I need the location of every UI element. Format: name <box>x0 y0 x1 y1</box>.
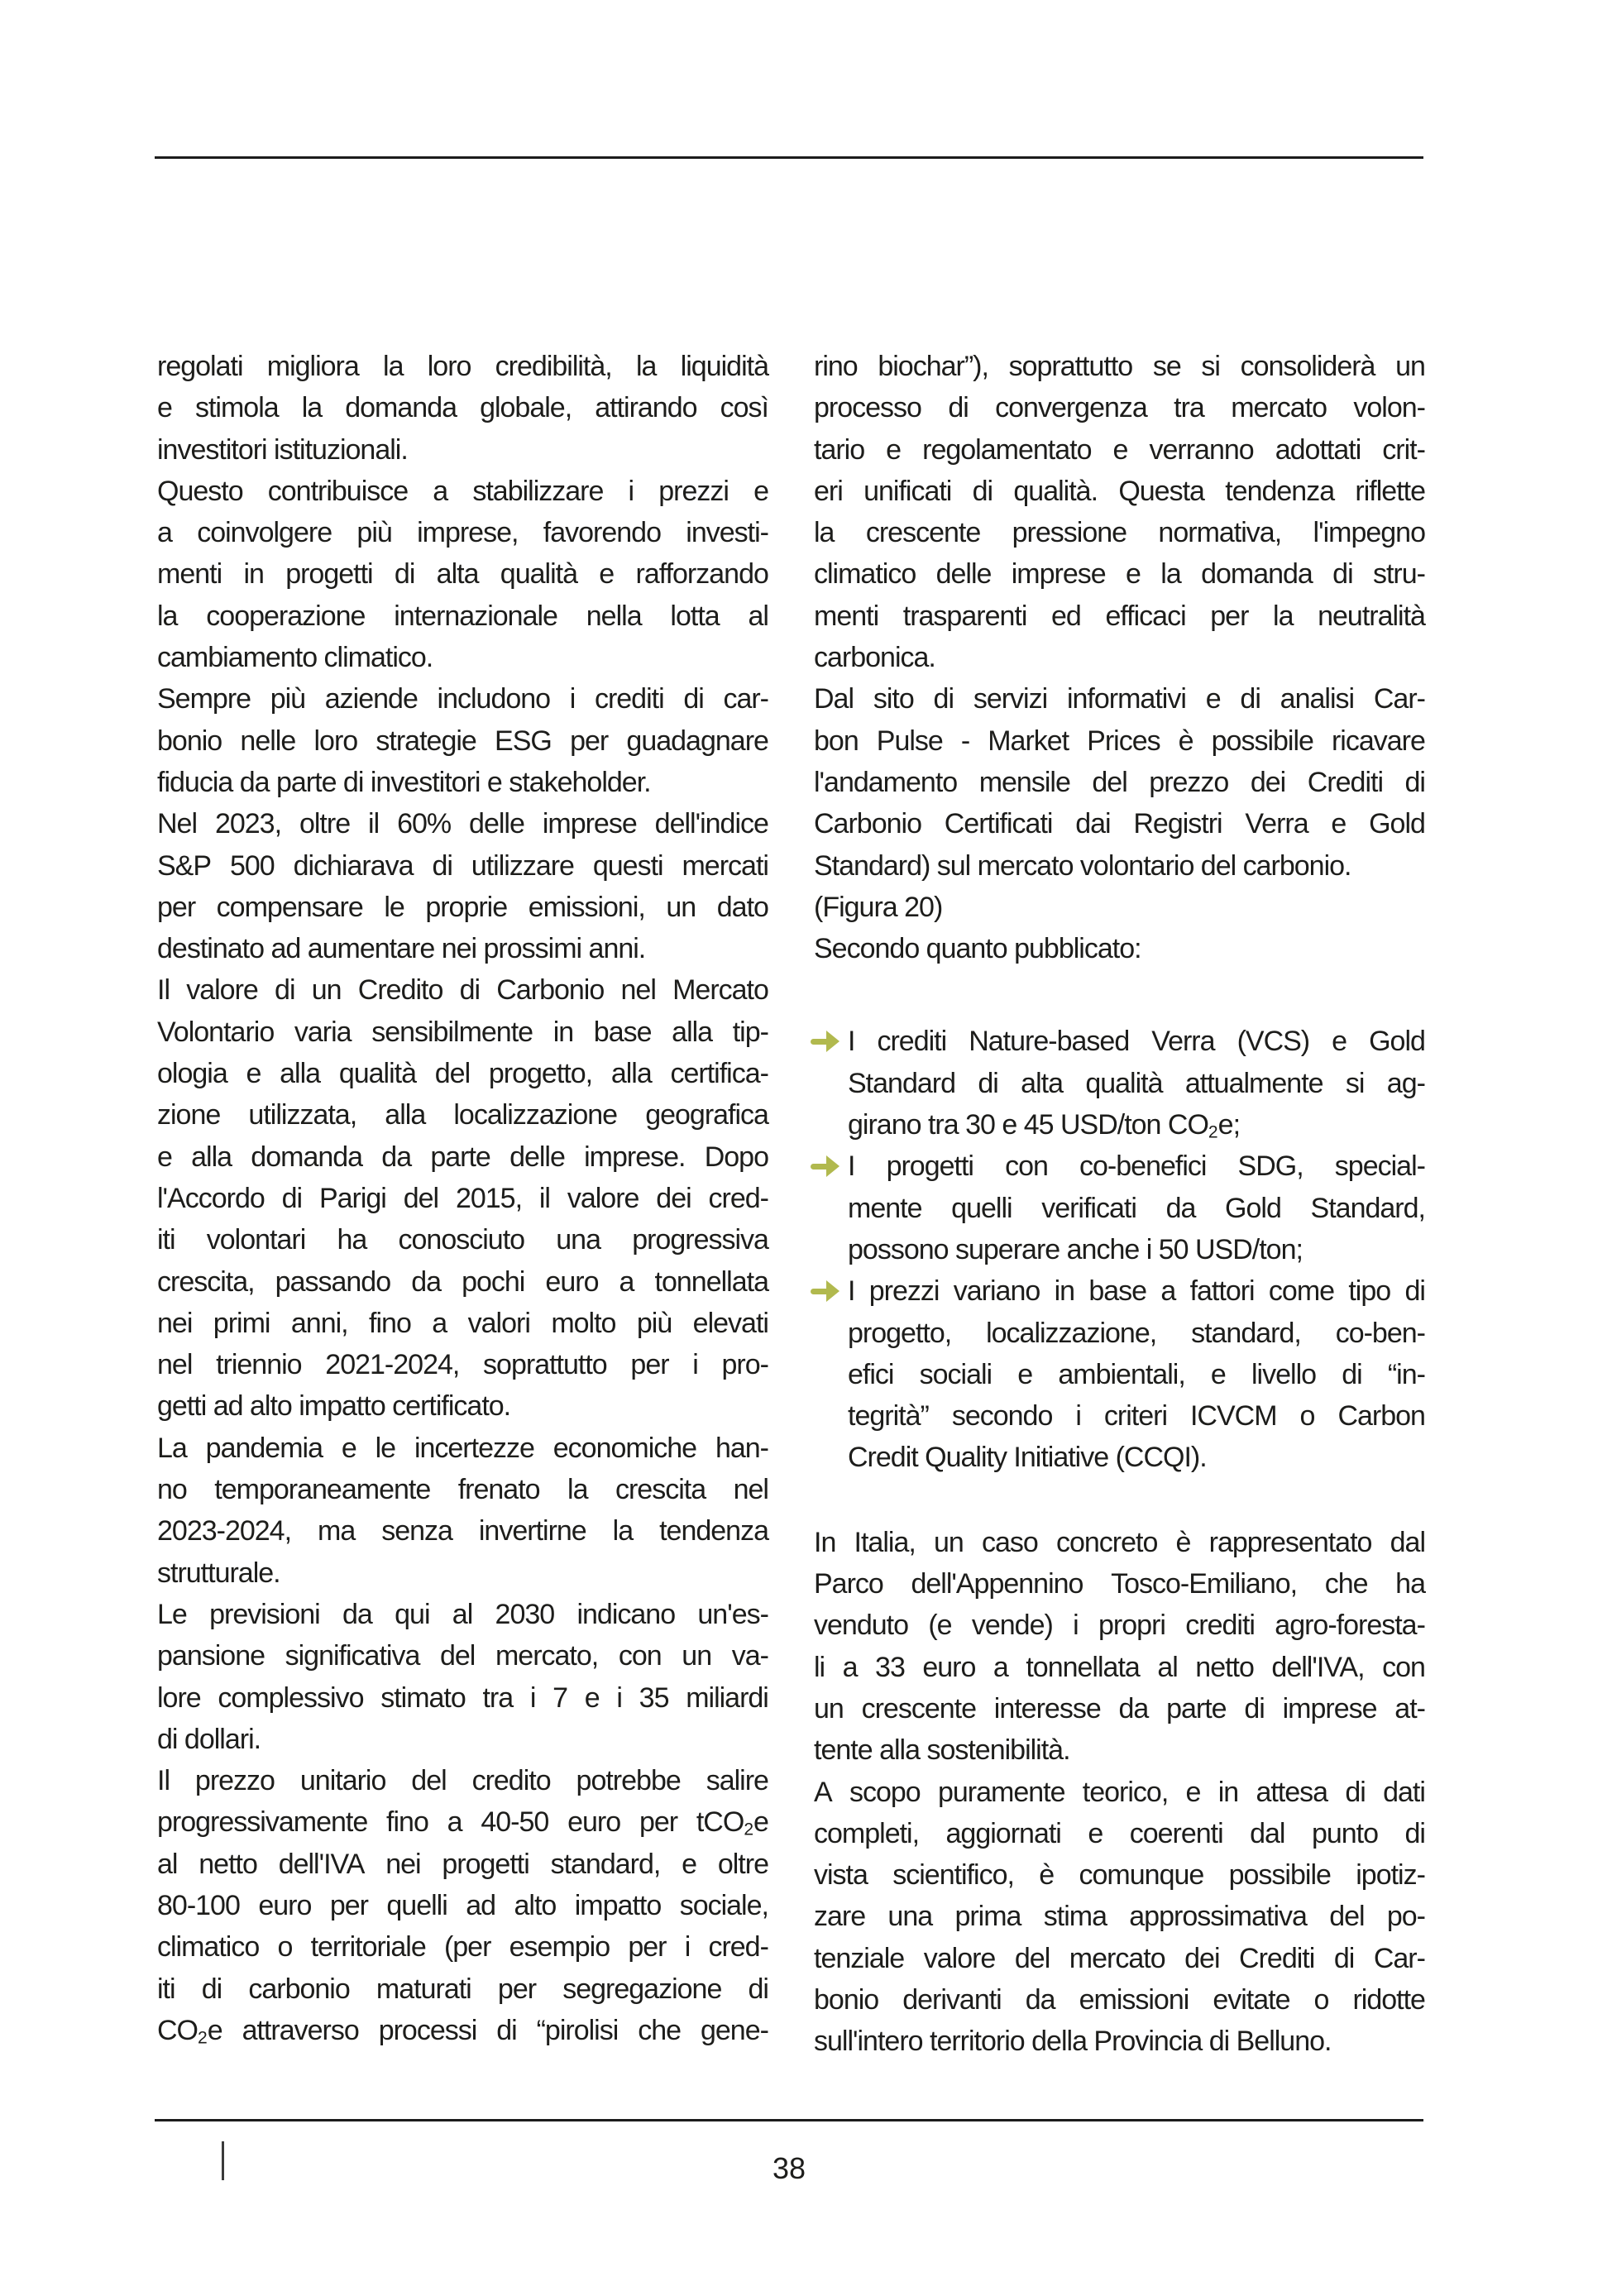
text-line: climatico delle imprese e la domanda di stru- <box>814 558 1425 591</box>
text-line: $CO_2e$ attraverso processi di “pirolisi che gene- <box>157 2014 768 2048</box>
text-line: tario e regolamentato e verranno adottati crit- <box>814 433 1425 466</box>
text-line: Il prezzo unitario del credito potrebbe salire <box>157 1765 768 1797</box>
paragraph <box>814 678 1425 886</box>
top-rule <box>155 156 1423 159</box>
text-line: (Figura 20) <box>814 891 943 923</box>
text-line: regolati migliora la loro credibilità, la liquidità <box>157 351 768 382</box>
text-line: In Italia, un caso concreto è rappresentato dal <box>814 1526 1425 1558</box>
text-line: mente quelli verificati da Gold Standard, <box>848 1192 1425 1224</box>
text-line: La pandemia e le incertezze economiche han- <box>157 1432 768 1464</box>
right-column <box>814 346 1425 2063</box>
text-line: la crescente pressione normativa, l'impegno <box>814 517 1425 549</box>
text-line: 2023-2024, ma senza invertirne la tendenza <box>157 1515 768 1547</box>
text-line: li a 33 euro a tonnellata al netto dell'IVA, con <box>814 1651 1425 1683</box>
paragraph <box>157 678 768 803</box>
text-line: e stimola la domanda globale, attirando così <box>157 392 768 424</box>
arrow-right-icon <box>811 1031 840 1053</box>
text-line: lore complessivo stimato tra i 7 e i 35 miliardi <box>157 1681 768 1714</box>
text-line: destinato ad aumentare nei prossimi anni. <box>157 933 646 965</box>
text-line: per compensare le proprie emissioni, un dato <box>157 891 768 923</box>
spacer <box>814 1479 1425 1522</box>
text-line: Credit Quality Initiative (CCQI). <box>848 1442 1207 1474</box>
text-line: completi, aggiornati e coerenti dal punto di <box>814 1817 1425 1849</box>
text-line: menti in progetti di alta qualità e rafforzando <box>157 558 768 591</box>
text-line: strutturale. <box>157 1557 280 1589</box>
text-line: bon Pulse - Market Prices è possibile ricavare <box>814 725 1425 757</box>
text-line: bonio derivanti da emissioni evitate o ridotte <box>814 1983 1425 2016</box>
text-line: rino biochar”), soprattutto se si consoliderà un <box>814 351 1425 382</box>
text-line: Sempre più aziende includono i crediti di car- <box>157 683 768 715</box>
arrow-right-icon <box>811 1280 840 1303</box>
text-line: tente alla sostenibilità. <box>814 1734 1070 1767</box>
text-line: A scopo puramente teorico, e in attesa di dati <box>814 1776 1425 1808</box>
text-line: Standard) sul mercato volontario del carbonio. <box>814 849 1351 882</box>
paragraph <box>157 969 768 1427</box>
text-line: nel triennio 2021-2024, soprattutto per i pro- <box>157 1349 768 1381</box>
text-line: iti di carbonio maturati per segregazione di <box>157 1973 768 2005</box>
bullet-item <box>814 1270 1425 1478</box>
text-line: al netto dell'IVA nei progetti standard, e oltre <box>157 1848 768 1880</box>
paragraph <box>157 803 768 969</box>
paragraph <box>814 887 1425 928</box>
text-line: investitori istituzionali. <box>157 433 408 466</box>
text-line: no temporaneamente frenato la crescita nel <box>157 1474 768 1506</box>
text-line: climatico o territoriale (per esempio per i cred- <box>157 1931 768 1964</box>
text-line: progressivamente fino a 40-50 euro per tCO$_2$e <box>157 1806 768 1840</box>
text-line: eri unificati di qualità. Questa tendenza riflette <box>814 475 1425 507</box>
text-line: l'andamento mensile del prezzo dei Crediti di <box>814 766 1425 798</box>
text-line: possono superare anche i 50 USD/ton; <box>848 1233 1303 1265</box>
paragraph <box>157 1428 768 1594</box>
text-line: Nel 2023, oltre il 60% delle imprese dell'indice <box>157 808 768 840</box>
text-line: iti volontari ha conosciuto una progressiva <box>157 1224 768 1256</box>
text-line: un crescente interesse da parte di imprese at- <box>814 1692 1425 1724</box>
text-line: ologia e alla qualità del progetto, alla certifica- <box>157 1058 768 1090</box>
text-line: cambiamento climatico. <box>157 642 433 674</box>
text-line: venduto (e vende) i propri crediti agro-foresta- <box>814 1610 1425 1642</box>
paragraph <box>814 1522 1425 1772</box>
text-line: pansione significativa del mercato, con un va- <box>157 1640 768 1672</box>
text-line: 80-100 euro per quelli ad alto impatto sociale, <box>157 1889 768 1921</box>
text-line: getti ad alto impatto certificato. <box>157 1390 511 1423</box>
text-line: Volontario varia sensibilmente in base alla tip- <box>157 1016 768 1048</box>
text-line: Standard di alta qualità attualmente si ag- <box>848 1067 1425 1099</box>
text-line: Dal sito di servizi informativi e di analisi Car- <box>814 683 1425 715</box>
text-line: girano tra 30 e 45 USD/ton $CO_2e$; <box>848 1109 1241 1142</box>
text-line: carbonica. <box>814 642 935 674</box>
paragraph <box>157 1760 768 2051</box>
spacer <box>814 969 1425 1021</box>
paragraph <box>814 928 1425 969</box>
text-line: zione utilizzata, alla localizzazione geografica <box>157 1099 768 1131</box>
page-number: 38 <box>772 2151 806 2185</box>
text-line: efici sociali e ambientali, e livello di “in- <box>848 1358 1425 1390</box>
text-line: I crediti Nature-based Verra (VCS) e Gold <box>848 1026 1425 1058</box>
text-line: e alla domanda da parte delle imprese. Dopo <box>157 1141 768 1173</box>
paragraph <box>157 346 768 471</box>
left-column <box>157 346 768 2051</box>
text-line: S&P 500 dichiarava di utilizzare questi mercati <box>157 849 768 882</box>
text-line: Il valore di un Credito di Carbonio nel Mercato <box>157 974 768 1007</box>
text-line: menti trasparenti ed efficaci per la neutralità <box>814 600 1425 632</box>
text-line: tegrità” secondo i criteri ICVCM o Carbon <box>848 1400 1425 1433</box>
paragraph <box>814 1772 1425 2063</box>
text-line: la cooperazione internazionale nella lotta al <box>157 600 768 632</box>
text-line: fiducia da parte di investitori e stakeholder. <box>157 766 651 798</box>
text-line: sull'intero territorio della Provincia di Belluno. <box>814 2026 1332 2058</box>
text-line: Secondo quanto pubblicato: <box>814 933 1141 965</box>
text-line: I progetti con co-benefici SDG, special- <box>848 1150 1425 1183</box>
bullet-item <box>814 1021 1425 1146</box>
text-line: tenziale valore del mercato dei Crediti di Car- <box>814 1942 1425 1974</box>
text-line: Questo contribuisce a stabilizzare i prezzi e <box>157 475 768 507</box>
bullet-item <box>814 1146 1425 1270</box>
text-line: l'Accordo di Parigi del 2015, il valore dei cred- <box>157 1182 768 1214</box>
text-line: Carbonio Certificati dai Registri Verra e Gold <box>814 808 1425 840</box>
text-line: progetto, localizzazione, standard, co-ben- <box>848 1317 1425 1349</box>
text-line: zare una prima stima approssimativa del po- <box>814 1901 1425 1933</box>
text-line: processo di convergenza tra mercato volon- <box>814 392 1425 424</box>
text-line: Le previsioni da qui al 2030 indicano un'es- <box>157 1598 768 1630</box>
text-line: Parco dell'Appennino Tosco-Emiliano, che ha <box>814 1568 1425 1600</box>
paragraph <box>814 346 1425 678</box>
paragraph <box>157 471 768 678</box>
text-line: I prezzi variano in base a fattori come tipo di <box>848 1275 1425 1308</box>
text-line: di dollari. <box>157 1723 261 1755</box>
text-line: vista scientifico, è comunque possibile ipotiz- <box>814 1859 1425 1892</box>
text-line: bonio nelle loro strategie ESG per guadagnare <box>157 725 768 757</box>
arrow-right-icon <box>811 1155 840 1178</box>
text-line: a coinvolgere più imprese, favorendo investi- <box>157 517 768 549</box>
paragraph <box>157 1594 768 1760</box>
bottom-rule <box>155 2119 1423 2121</box>
text-line: nei primi anni, fino a valori molto più elevati <box>157 1307 768 1339</box>
text-line: crescita, passando da pochi euro a tonnellata <box>157 1265 768 1298</box>
